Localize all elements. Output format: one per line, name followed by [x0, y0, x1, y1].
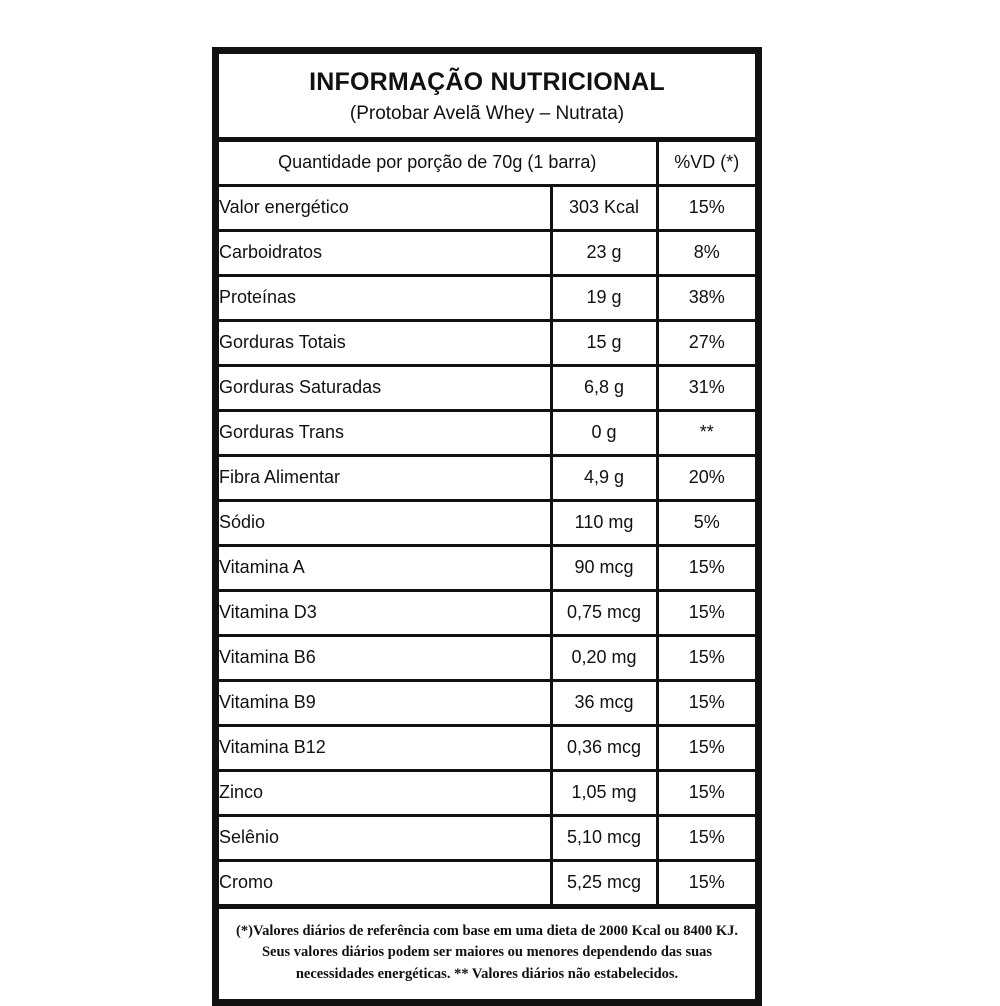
page-title: INFORMAÇÃO NUTRICIONAL	[309, 68, 665, 96]
nutrient-name: Cromo	[219, 860, 551, 904]
nutrient-amount: 23 g	[551, 230, 657, 275]
nutrient-name: Proteínas	[219, 275, 551, 320]
table-row	[219, 365, 755, 410]
nutrient-name: Gorduras Trans	[219, 410, 551, 455]
nutrient-amount: 110 mg	[551, 500, 657, 545]
nutrient-name: Sódio	[219, 500, 551, 545]
table-row	[219, 770, 755, 815]
footnote-text: (*)Valores diários de referência com base em uma dieta de 2000 Kcal ou 8400 KJ. Seus valores diários podem ser maiores ou menores dependendo das suas necessidades energéticas. ** Valores diários não estabelecidos.	[219, 904, 755, 999]
table-row	[219, 815, 755, 860]
nutrient-daily-value: 15%	[688, 872, 725, 893]
table-row	[219, 320, 755, 365]
nutrient-daily-value: **	[657, 410, 755, 455]
nutrient-name: Gorduras Totais	[219, 320, 551, 365]
table-row	[219, 185, 755, 230]
nutrient-name: Gorduras Saturadas	[219, 365, 551, 410]
nutrient-name: Fibra Alimentar	[219, 455, 551, 500]
nutrient-amount: 5,10 mcg	[551, 815, 657, 860]
nutrient-amount: 15 g	[551, 320, 657, 365]
nutrient-amount: 1,05 mg	[551, 770, 657, 815]
nutrient-daily-value: 15%	[657, 185, 755, 230]
nutrient-daily-value: 15%	[657, 545, 755, 590]
nutrient-amount: 0,36 mcg	[551, 725, 657, 770]
nutrient-name: Vitamina B6	[219, 635, 551, 680]
nutrient-name: Selênio	[219, 815, 551, 860]
nutrient-amount: 90 mcg	[551, 545, 657, 590]
nutrient-name: Vitamina B9	[219, 680, 551, 725]
nutrient-name: Vitamina A	[219, 545, 551, 590]
nutrient-daily-value: 20%	[657, 455, 755, 500]
nutrient-name: Valor energético	[219, 185, 551, 230]
nutrient-amount: 5,25 mcg	[551, 860, 657, 904]
nutrient-name: Vitamina D3	[219, 590, 551, 635]
nutrition-table	[219, 142, 755, 904]
table-row	[219, 455, 755, 500]
nutrient-daily-value: 5%	[657, 500, 755, 545]
table-row	[219, 680, 755, 725]
nutrient-amount: 36 mcg	[551, 680, 657, 725]
nutrient-daily-value: 15%	[657, 635, 755, 680]
table-row	[219, 275, 755, 320]
nutrient-amount: 19 g	[551, 275, 657, 320]
column-header-quantity: Quantidade por porção de 70g (1 barra)	[219, 142, 657, 186]
table-header	[219, 142, 755, 186]
nutrient-name: Carboidratos	[219, 230, 551, 275]
nutrient-amount: 0 g	[551, 410, 657, 455]
nutrient-daily-value: 38%	[657, 275, 755, 320]
nutrient-daily-value: 15%	[657, 680, 755, 725]
nutrient-daily-value: 8%	[657, 230, 755, 275]
table-body	[219, 185, 755, 904]
product-subtitle: (Protobar Avelã Whey – Nutrata)	[349, 102, 625, 124]
nutrient-daily-value: 31%	[657, 365, 755, 410]
nutrient-amount: 303 Kcal	[551, 185, 657, 230]
nutrient-name: Vitamina B12	[219, 725, 551, 770]
table-row	[219, 590, 755, 635]
table-row	[219, 410, 755, 455]
nutrition-facts-panel	[212, 47, 762, 1006]
nutrient-amount: 6,8 g	[551, 365, 657, 410]
column-header-daily-value: %VD (*)	[657, 142, 755, 186]
nutrient-daily-value: 27%	[657, 320, 755, 365]
nutrient-amount: 4,9 g	[551, 455, 657, 500]
nutrient-daily-value: 15%	[657, 770, 755, 815]
nutrient-daily-value: 15%	[657, 725, 755, 770]
table-row	[219, 500, 755, 545]
nutrient-name: Zinco	[219, 770, 551, 815]
table-row	[219, 545, 755, 590]
title-block	[219, 54, 755, 142]
table-row	[219, 635, 755, 680]
table-header-row	[219, 142, 755, 186]
table-row	[219, 230, 755, 275]
table-row	[219, 725, 755, 770]
nutrient-daily-value: 15%	[657, 815, 755, 860]
nutrient-amount: 0,20 mg	[551, 635, 657, 680]
table-row	[219, 860, 755, 904]
nutrient-amount: 0,75 mcg	[551, 590, 657, 635]
nutrient-daily-value: 15%	[657, 590, 755, 635]
